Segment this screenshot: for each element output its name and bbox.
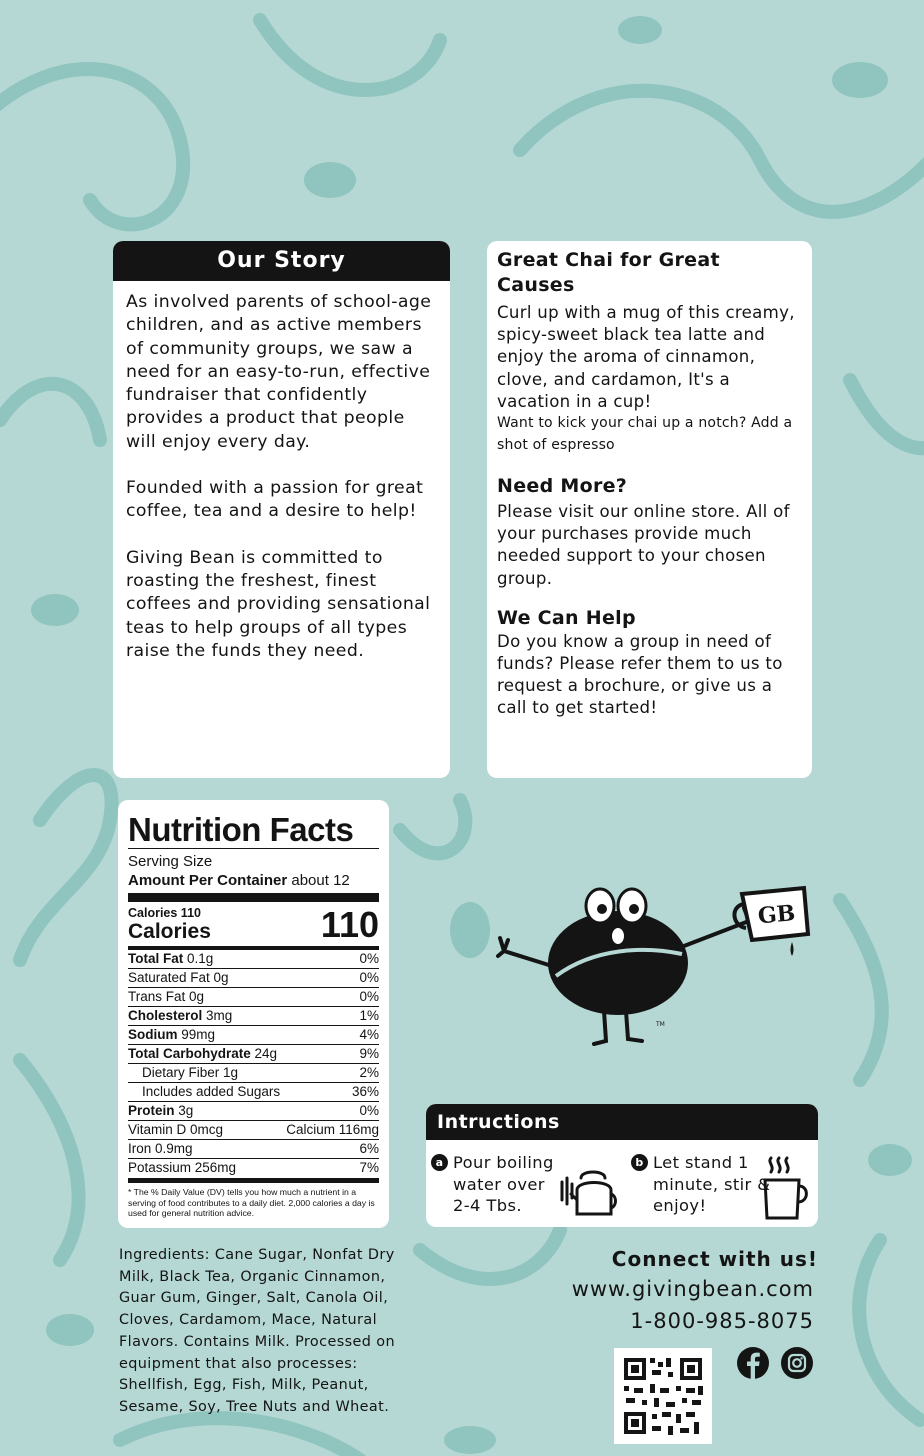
step-a-badge: a — [431, 1154, 448, 1171]
need-more-text: Please visit our online store. All of your purchases provide much needed support to your chosen group. — [497, 502, 790, 588]
instructions-title: Intructions — [426, 1104, 818, 1140]
coffee-bean-mascot — [494, 876, 814, 1056]
need-more-title: Need More? — [497, 475, 628, 498]
instruction-step-b — [631, 1152, 771, 1217]
nutrient-row: Total Carbohydrate 24g 9% — [128, 1045, 379, 1064]
nutrient-row: Saturated Fat 0g 0% — [128, 969, 379, 988]
mug-icon — [761, 1156, 811, 1222]
vitamin-row: Vitamin D 0mcg Calcium 116mg — [128, 1121, 379, 1140]
instructions-card — [426, 1104, 818, 1227]
ingredients-list: Ingredients: Cane Sugar, Nonfat Dry Milk, Black Tea, Organic Cinnamon, Guar Gum, Ginger, Salt, Canola Oil, Cloves, Cardamom, Mace, Natural Flavors. Contains Milk. Processed on equipment that also processes: Shellfish, Egg, Fish, Milk, Peanut, Sesame, Soy, Tree Nuts and Wheat. — [119, 1247, 395, 1415]
chai-description: Curl up with a mug of this creamy, spicy-sweet black tea latte and enjoy the aroma of cinnamon, clove, and cardamon, It's a vacation in a cup! — [497, 303, 795, 411]
serving-size: Serving Size — [128, 853, 213, 870]
our-story-paragraph-1: As involved parents of school-age children, and as active members of community groups, we saw a need for an easy-to-run, effective fundraiser that confidently provides a product that people will enjoy every day. — [126, 292, 432, 452]
nutrition-facts-panel — [118, 800, 389, 1228]
nutrient-row: Dietary Fiber 1g 2% — [128, 1064, 379, 1083]
instagram-icon[interactable] — [780, 1346, 814, 1380]
step-a-text: Pour boiling water over 2-4 Tbs. — [453, 1153, 554, 1215]
phone-number[interactable]: 1-800-985-8075 — [630, 1309, 814, 1333]
qr-code[interactable] — [614, 1348, 712, 1444]
amount-value: about 12 — [291, 872, 350, 889]
nutrient-row: Total Fat 0.1g 0% — [128, 950, 379, 969]
kettle-icon — [559, 1160, 617, 1220]
nutrient-row: Protein 3g 0% — [128, 1101, 379, 1121]
our-story-paragraph-3: Giving Bean is committed to roasting the freshest, finest coffees and providing sensational teas to help groups of all types raise the funds they need. — [126, 547, 431, 661]
potassium-row: Potassium 256mg 7% — [128, 1160, 379, 1175]
chai-title: Great Chai for Great Causes — [497, 249, 720, 296]
chai-info-card — [487, 241, 812, 778]
our-story-card — [113, 241, 450, 778]
nutrient-row: Cholesterol 3mg 1% — [128, 1007, 379, 1026]
we-can-help-text: Do you know a group in need of funds? Please refer them to us to request a brochure, or give us a call to get started! — [497, 631, 783, 718]
amount-label: Amount Per Container — [128, 872, 288, 889]
daily-value-footnote: * The % Daily Value (DV) tells you how much a nutrient in a serving of food contributes to a daily diet. 2,000 calories a day is used for general nutrition advice. — [128, 1187, 375, 1218]
step-b-badge: b — [631, 1154, 648, 1171]
trademark-mark: TM — [656, 1021, 665, 1028]
nutrient-row: Sodium 99mg 4% — [128, 1026, 379, 1045]
calories-label: Calories — [128, 920, 211, 943]
facebook-icon[interactable] — [736, 1346, 770, 1380]
iron-row: Iron 0.9mg 6% — [128, 1140, 379, 1159]
nutrition-facts-title: Nutrition Facts — [128, 811, 354, 848]
instruction-step-a — [431, 1152, 561, 1217]
step-b-text: Let stand 1 minute, stir & enjoy! — [653, 1153, 771, 1215]
connect-title: Connect with us! — [611, 1247, 818, 1271]
we-can-help-title: We Can Help — [497, 606, 636, 629]
calories-value: 110 — [320, 904, 379, 945]
website-link[interactable]: www.givingbean.com — [571, 1277, 814, 1301]
calories-row — [128, 902, 379, 944]
nutrient-row: Trans Fat 0g 0% — [128, 988, 379, 1007]
nutrient-row: Includes added Sugars 36% — [142, 1084, 379, 1099]
our-story-paragraph-2: Founded with a passion for great coffee, tea and a desire to help! — [126, 478, 424, 522]
our-story-title: Our Story — [113, 241, 450, 281]
calories-small-label: Calories 110 — [128, 906, 201, 920]
mug-logo: GB — [756, 900, 797, 930]
espresso-tip: Want to kick your chai up a notch? Add a shot of espresso — [497, 415, 793, 453]
amount-per-container — [128, 871, 379, 890]
